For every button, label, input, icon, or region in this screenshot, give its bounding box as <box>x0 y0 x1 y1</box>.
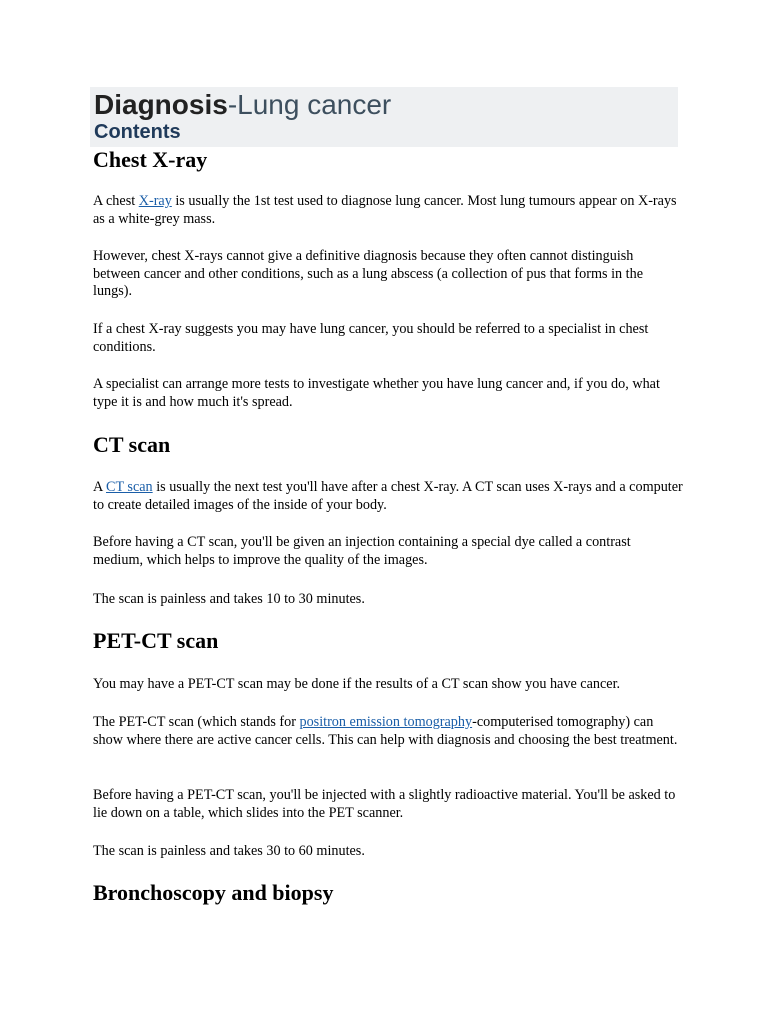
paragraph-chest-xray-4: A specialist can arrange more tests to investigate whether you have lung cancer and, if you do, what type it is and how much it's spread. <box>93 376 660 410</box>
heading-bronchoscopy-biopsy: Bronchoscopy and biopsy <box>93 880 334 905</box>
paragraph-pet-ct-1: You may have a PET-CT scan may be done if the results of a CT scan show you have cancer. <box>93 676 621 692</box>
paragraph-text: is usually the 1st test used to diagnose lung cancer. Most lung tumours appear on X-rays as a white-grey mass. <box>93 193 677 227</box>
paragraph-pet-ct-4: The scan is painless and takes 30 to 60 minutes. <box>93 843 365 859</box>
paragraph-text: The PET-CT scan (which stands for <box>93 714 300 730</box>
link-x-ray[interactable]: X-ray <box>138 193 172 209</box>
paragraph-ct-scan-3: The scan is painless and takes 10 to 30 minutes. <box>93 591 365 607</box>
paragraph-chest-xray-3: If a chest X-ray suggests you may have lung cancer, you should be referred to a specialist in chest conditions. <box>93 321 649 355</box>
link-positron-emission-tomography[interactable]: positron emission tomography <box>299 714 473 730</box>
paragraph-pet-ct-3: Before having a PET-CT scan, you'll be injected with a slightly radioactive material. You'll be asked to lie down on a table, which slides into the PET scanner. <box>93 787 676 821</box>
heading-pet-ct-scan: PET-CT scan <box>93 628 219 653</box>
paragraph-chest-xray-1 <box>93 193 683 228</box>
link-ct-scan[interactable]: CT scan <box>106 479 153 495</box>
contents-heading[interactable]: Contents <box>94 121 181 143</box>
paragraph-text: A <box>93 479 107 495</box>
page-title-sub: -Lung cancer <box>227 89 392 120</box>
page-title <box>94 88 391 122</box>
page-title-main: Diagnosis <box>94 89 228 120</box>
paragraph-text: A chest <box>93 193 139 209</box>
paragraph-text: -computerised tomography) can show where there are active cancer cells. This can help with diagnosis and choosing the best treatment. <box>93 714 678 748</box>
paragraph-pet-ct-2 <box>93 714 683 749</box>
paragraph-text: is usually the next test you'll have after a chest X-ray. A CT scan uses X-rays and a computer to create detailed images of the inside of your body. <box>93 479 683 513</box>
heading-ct-scan: CT scan <box>93 432 171 457</box>
title-banner <box>90 87 678 147</box>
paragraph-chest-xray-2: However, chest X-rays cannot give a definitive diagnosis because they often cannot distinguish between cancer and other conditions, such as a lung abscess (a collection of pus that forms in the lungs). <box>93 248 643 299</box>
paragraph-ct-scan-2: Before having a CT scan, you'll be given an injection containing a special dye called a contrast medium, which helps to improve the quality of the images. <box>93 534 631 568</box>
heading-chest-xray: Chest X-ray <box>93 147 208 172</box>
paragraph-ct-scan-1 <box>93 479 683 514</box>
